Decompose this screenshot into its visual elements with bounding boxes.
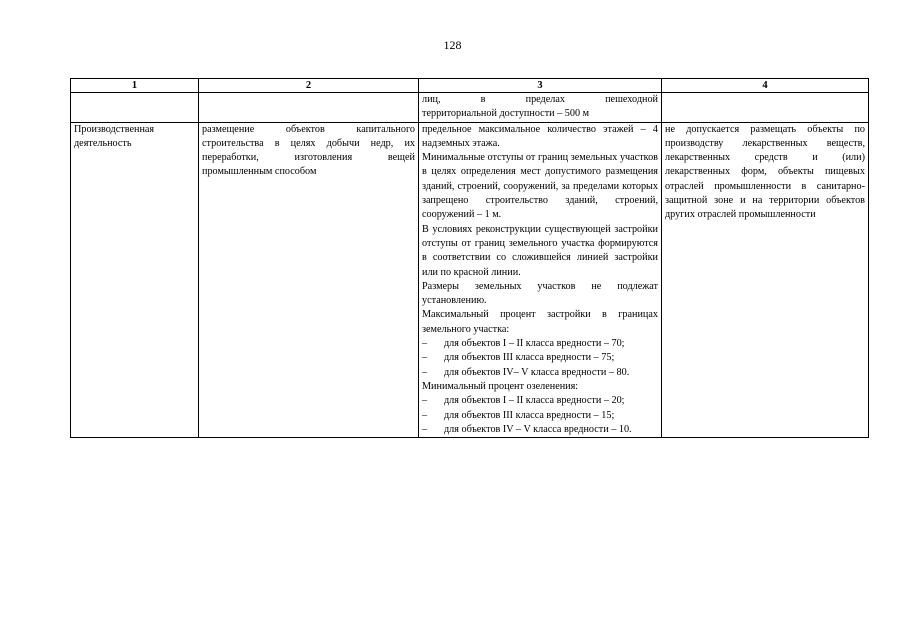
table-header-row — [71, 79, 869, 93]
parameters-paragraph: В условиях реконструкции существующей застройки отступы от границ земельного участка формируются в соответствии со сложившейся линией застройки или по красной линии. — [422, 223, 658, 278]
list-item — [422, 351, 658, 365]
dash-marker: – — [422, 409, 428, 421]
column-header-2: 2 — [199, 79, 419, 93]
table-row — [71, 122, 869, 438]
dash-marker: – — [422, 423, 428, 435]
parameters-paragraph: Размеры земельных участков не подлежат установлению. — [422, 280, 658, 307]
cell-description — [199, 122, 419, 438]
list-item — [422, 409, 658, 423]
column-header-4: 4 — [662, 79, 869, 93]
column-header-1: 1 — [71, 79, 199, 93]
continuation-line-1: лиц, в пределах пешеходной — [422, 94, 658, 105]
list-item-text: для объектов III класса вредности – 15; — [444, 409, 615, 421]
parameters-paragraph: Максимальный процент застройки в границах земельного участка: — [422, 309, 658, 335]
list-item — [422, 423, 658, 437]
cell-restrictions — [662, 122, 869, 438]
parameters-paragraph: Минимальные отступы от границ земельных участков в целях определения мест допустимого размещения зданий, строений, сооружений, за пределами которых запрещено строительство зданий, строений, сооружений – 1 м. — [422, 152, 658, 221]
cell-parameters — [419, 122, 662, 438]
list-item-text: для объектов I – II класса вредности – 20; — [444, 395, 625, 407]
cell-continuation-text — [419, 93, 662, 123]
regulations-table — [70, 78, 869, 438]
list-item-text: для объектов IV– V класса вредности – 80. — [444, 366, 630, 378]
parameters-paragraph: предельное максимальное количество этажей – 4 надземных этажа. — [422, 123, 658, 149]
cell-empty — [662, 93, 869, 123]
list-item-text: для объектов I – II класса вредности – 70; — [444, 338, 625, 350]
dash-marker: – — [422, 395, 428, 407]
cell-empty — [71, 93, 199, 123]
description-text: размещение объектов капитального строительства в целях добычи недр, их переработки, изготовления вещей промышленным способом — [202, 123, 415, 178]
activity-type-text: Производственная деятельность — [74, 123, 155, 149]
dash-marker: – — [422, 352, 428, 364]
column-header-3: 3 — [419, 79, 662, 93]
dash-marker: – — [422, 366, 428, 378]
continuation-line-2: территориальной доступности – 500 м — [422, 108, 590, 120]
restrictions-text: не допускается размещать объекты по производству лекарственных веществ, лекарственных средств и (или) лекарственных форм, объекты пищевых отраслей промышленности в санитарно-защитной зоне и на территории объектов других отраслей промышленности — [665, 123, 865, 221]
list-item-text: для объектов III класса вредности – 75; — [444, 352, 615, 364]
cell-empty — [199, 93, 419, 123]
list-item-text: для объектов IV – V класса вредности – 10. — [444, 423, 632, 435]
cell-activity-type — [71, 122, 199, 438]
dash-marker: – — [422, 338, 428, 350]
green-heading: Минимальный процент озеленения: — [422, 380, 579, 392]
page-number: 128 — [443, 38, 462, 52]
list-item — [422, 394, 658, 408]
list-item — [422, 366, 658, 380]
table-row-continuation — [71, 93, 869, 123]
list-item — [422, 337, 658, 351]
